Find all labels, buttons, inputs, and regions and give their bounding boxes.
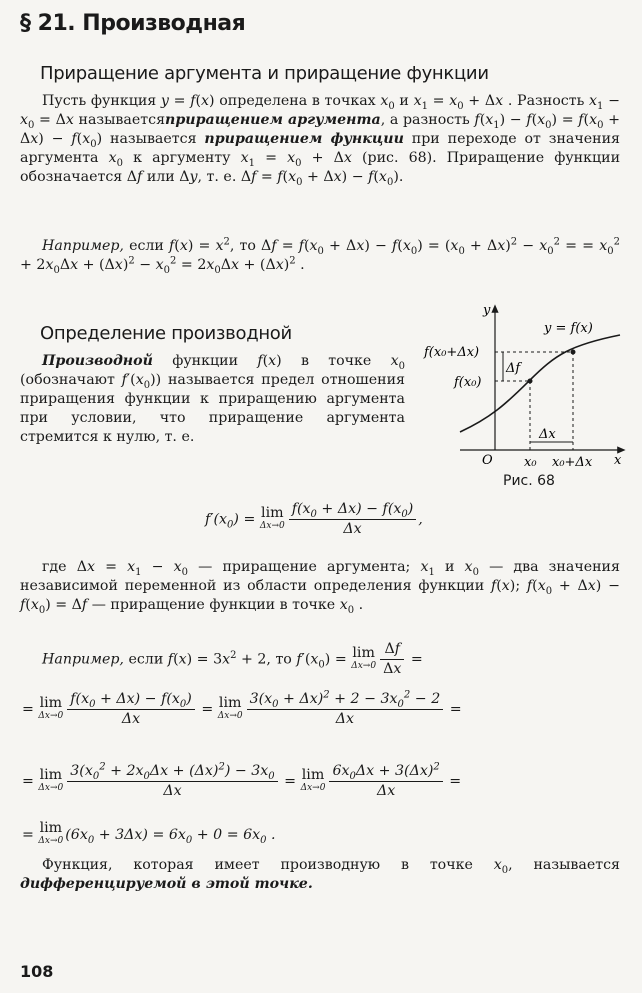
section-heading-derivative: Определение производной bbox=[40, 323, 292, 344]
term-function-increment: приращением функции bbox=[204, 131, 404, 147]
page-number: 108 bbox=[20, 962, 54, 981]
label-x0dx: x₀+Δx bbox=[552, 455, 593, 470]
label-origin: O bbox=[482, 453, 493, 468]
label-x0: x₀ bbox=[524, 455, 537, 470]
point-x0 bbox=[528, 379, 533, 384]
paragraph-increment-example: Например, если $f(x) = x^2$, то $\Delta f = f(x_0 + \Delta x) - f(x_0) = (x_0 + \Delta x)^2 - x_0^2$ = = $x_0^2 + 2x_0\Delta x + (\Delta x)^2 - x_0^2 = 2x_0\Delta x + (\Delta x)^2$ . bbox=[20, 236, 620, 276]
label-x: x bbox=[614, 453, 622, 468]
function-curve bbox=[460, 335, 620, 432]
label-fx0: f(x₀) bbox=[454, 375, 482, 390]
label-function: y = f(x) bbox=[544, 321, 593, 336]
derivative-example-line-4: = lim Δx→0 $(6x_0 + 3\Delta x) = 6x_0 + 0 = 6x_0$ . bbox=[22, 820, 276, 846]
paragraph-derivative-definition: Производной функции f(x) в точке $x_0$ (обозначают $f'(x_0)$) называется предел отношения приращения функции к приращению аргумента при условии, что приращение аргумента стремится к нулю, т. е. bbox=[20, 353, 405, 445]
label-delta-x: Δx bbox=[539, 427, 556, 442]
derivative-example-line-3: = lim Δx→0 $\frac{3(x_0^2 + 2x_0\Delta x + (\Delta x)^2) - 3x_0}{\Delta x}$ = lim Δx→0 $\frac{6x_0\Delta x + 3(\Delta x)^2}{\Delta x}$ = bbox=[22, 761, 462, 799]
label-delta-f: Δf bbox=[506, 361, 521, 376]
label-y: y bbox=[483, 303, 491, 318]
figure-68-graph bbox=[420, 300, 630, 490]
section-heading-increment: Приращение аргумента и приращение функции bbox=[40, 63, 489, 84]
derivative-example-line-1: Например, если $f(x) = 3x^2 + 2$, то $f'(x_0) = \lim$ Δx→0 $\frac{\Delta f}{\Delta x}$ = bbox=[42, 641, 423, 677]
paragraph-increment-definition: Пусть функция y = f(x) определена в точках $x_0$ и $x_1 = x_0 + \Delta x$ . Разность $x_1 - x_0 = \Delta x$ называетсяприращением аргумента, а разность $f(x_1) - f(x_0) = f(x_0 + \Delta x) - f(x_0)$ называется приращением функции при переходе от значения аргумента $x_0$ к аргументу $x_1 = x_0 + \Delta x$ (рис. 68). Приращение функции обозначается Δf или Δy, т. е. $\Delta f = f(x_0 + \Delta x) - f(x_0)$. bbox=[20, 93, 621, 188]
label-fx0dx: f(x₀+Δx) bbox=[424, 345, 480, 360]
term-argument-increment: приращением аргумента bbox=[165, 112, 381, 128]
term-derivative: Производной bbox=[42, 353, 153, 369]
point-x0dx bbox=[571, 350, 576, 355]
derivative-example-line-2: = lim Δx→0 $\frac{f(x_0 + \Delta x) - f(x_0)}{\Delta x}$ = lim Δx→0 $\frac{3(x_0 + \Delta x)^2 + 2 - 3x_0^2 - 2}{\Delta x}$ = bbox=[22, 689, 462, 727]
paragraph-derivative-explanation: где $\Delta x = x_1 - x_0$ — приращение аргумента; $x_1$ и $x_0$ — два значения независимой переменной из области определения функции f(x); $f(x_0 + \Delta x) - f(x_0) = \Delta f$ — приращение функции в точке $x_0$ . bbox=[20, 559, 620, 616]
paragraph-differentiable: Функция, которая имеет производную в точке $x_0$, называется дифференцируемой в этой точке. bbox=[20, 857, 620, 892]
page-title: § 21. Производная bbox=[20, 11, 246, 36]
figure-caption: Рис. 68 bbox=[503, 473, 555, 489]
derivative-formula: $f'(x_0) = \lim$ Δx→0 $\frac{f(x_0 + \Delta x) - f(x_0)}{\Delta x}$ , bbox=[205, 501, 423, 537]
term-differentiable: дифференцируемой в этой точке. bbox=[20, 876, 313, 892]
